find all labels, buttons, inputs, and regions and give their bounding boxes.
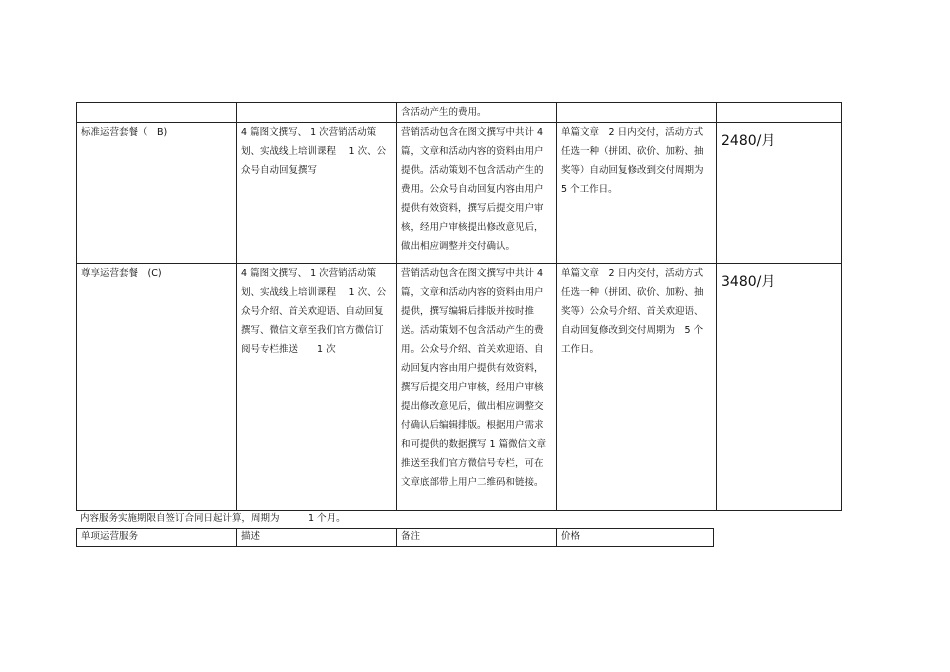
header-description: 描述 bbox=[237, 529, 397, 547]
package-delivery-cell: 单篇文章 2 日内交付，活动方式任选一种（拼团、砍价、加粉、抽奖等）公众号介绍、首关欢迎语、自动回复修改到交付周期为 5 个工作日。 bbox=[557, 264, 717, 511]
packages-table bbox=[76, 102, 842, 511]
header-price: 价格 bbox=[557, 529, 714, 547]
table-header-row bbox=[77, 529, 714, 547]
package-remark-cell: 营销活动包含在图文撰写中共计 4 篇，文章和活动内容的资料由用户提供，撰写编辑后排版并按时推送。活动策划不包含活动产生的费用。公众号介绍、首关欢迎语、自动回复内容由用户提供有效资料，撰写后提交用户审核，经用户审核提出修改意见后，做出相应调整交付确认后编辑排版。根据用户需求和可提供的数据撰写 1 篇微信文章推送至我们官方微信号专栏，可在文章底部带上用户二维码和链接。 bbox=[397, 264, 557, 511]
package-price-cell bbox=[717, 103, 842, 123]
package-name-cell: 尊享运营套餐 (C) bbox=[77, 264, 237, 511]
package-remark-cell: 含活动产生的费用。 bbox=[397, 103, 557, 123]
header-service: 单项运营服务 bbox=[77, 529, 237, 547]
package-remark-cell: 营销活动包含在图文撰写中共计 4 篇，文章和活动内容的资料由用户提供。活动策划不包含活动产生的费用。公众号自动回复内容由用户提供有效资料，撰写后提交用户审核，经用户审核提出修改意见后，做出相应调整并交付确认。 bbox=[397, 123, 557, 264]
package-name-cell: 标准运营套餐（ B) bbox=[77, 123, 237, 264]
package-content-cell: 4 篇图文撰写、 1 次营销活动策划、实战线上培训课程 1 次、公众号自动回复撰写 bbox=[237, 123, 397, 264]
table-row bbox=[77, 264, 842, 511]
package-content-cell: 4 篇图文撰写、 1 次营销活动策划、实战线上培训课程 1 次、公众号介绍、首关欢迎语、自动回复撰写、微信文章至我们官方微信订阅号专栏推送 1 次 bbox=[237, 264, 397, 511]
package-price-cell: 2480/月 bbox=[717, 123, 842, 264]
table-row bbox=[77, 103, 842, 123]
table-row bbox=[77, 123, 842, 264]
service-period-note: 内容服务实施期限自签订合同日起计算，周期为 1 个月。 bbox=[80, 513, 346, 524]
package-delivery-cell bbox=[557, 103, 717, 123]
package-price-cell: 3480/月 bbox=[717, 264, 842, 511]
package-delivery-cell: 单篇文章 2 日内交付，活动方式任选一种（拼团、砍价、加粉、抽奖等）自动回复修改到交付周期为 5 个工作日。 bbox=[557, 123, 717, 264]
single-service-table bbox=[76, 528, 714, 547]
package-content-cell bbox=[237, 103, 397, 123]
header-remark: 备注 bbox=[397, 529, 557, 547]
package-name-cell bbox=[77, 103, 237, 123]
